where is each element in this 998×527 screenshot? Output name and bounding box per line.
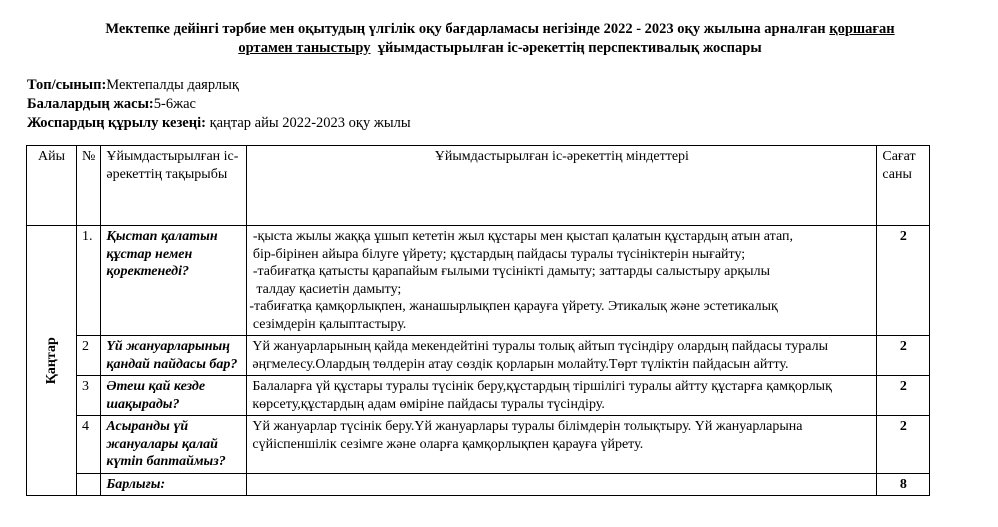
meta-group xyxy=(27,76,411,95)
row-hours: 2 xyxy=(877,376,930,416)
meta-period xyxy=(27,114,411,133)
meta-period-label: Жоспардың құрылу кезеңі: xyxy=(27,115,206,131)
meta-group-value: Мектепалды даярлық xyxy=(106,77,239,93)
task-line: бір-бірінен айыра білуге үйрету; құстардың пайдасы туралы түсініктерін нығайту; xyxy=(249,246,746,262)
title-line1: Мектепке дейінгі тәрбие мен оқытудың үлгілік оқу бағдарламасы негізінде 2022 - 2023 оқу жылына арналған xyxy=(105,21,830,37)
row-number: 3 xyxy=(77,376,101,416)
plan-table xyxy=(26,145,930,496)
month-cell xyxy=(27,226,77,496)
table-row xyxy=(27,226,930,336)
total-number-empty xyxy=(77,473,101,496)
table-row xyxy=(27,376,930,416)
row-tasks: Үй жануарларының қайда мекендейтіні туралы толық айтып түсіндіру олардың пайдасы туралы әңгмелесу.Олардың төлдерін атау сөздік қорларын молайту.Төрт түліктін пайдасын айтту. xyxy=(247,336,877,376)
table-row xyxy=(27,416,930,474)
total-row xyxy=(27,473,930,496)
task-line: -табиғатқа қатысты қарапайым ғылыми түсінікті дамыту; заттарды салыстыру арқылы xyxy=(249,264,770,279)
task-line: сезімдерін қалыптастыру. xyxy=(249,316,407,332)
row-number: 1. xyxy=(77,226,101,336)
table-row xyxy=(27,336,930,376)
row-hours: 2 xyxy=(877,226,930,336)
row-tasks: Үй жануарлар түсінік беру.Үй жануарлары туралы білімдерін толықтыру. Үй жануарларына сүйіспеншілік сезімге және оларға қамқорлықпен қарауға үйрету. xyxy=(247,416,877,474)
header-number: № xyxy=(77,146,101,226)
row-number: 4 xyxy=(77,416,101,474)
header-topic: Ұйымдастырылған іс-әрекеттің тақырыбы xyxy=(101,146,247,226)
row-number: 2 xyxy=(77,336,101,376)
month-label: Қаңтар xyxy=(43,336,59,385)
meta-age-value: 5-6жас xyxy=(153,96,196,112)
total-label: Барлығы: xyxy=(101,473,247,496)
title-subject-part2: ортамен таныстыру xyxy=(238,40,371,56)
task-line: -қыста жылы жаққа ұшып кететін жыл құстары мен қыстап қалатын құстардың атын атап, xyxy=(249,229,793,244)
meta-period-value: қаңтар айы 2022-2023 оқу жылы xyxy=(205,115,411,131)
meta-group-label: Топ/сынып: xyxy=(27,77,107,93)
row-tasks xyxy=(247,226,877,336)
row-tasks: Балаларға үй құстары туралы түсінік беру,құстардың тіршілігі туралы айтту құстарға қамқорлық көрсету,құстардың адам өміріне пайдасы туралы түсіндіру. xyxy=(247,376,877,416)
task-line: -табиғатқа қамқорлықпен, жанашырлықпен қарауға үйрету. Этикалық және эстетикалық xyxy=(249,299,778,314)
title-line2: ұйымдастырылған іс-әрекеттің перспективалық жоспары xyxy=(370,40,762,56)
row-topic: Әтеш қай кезде шақырады? xyxy=(101,376,247,416)
meta-age xyxy=(27,95,411,114)
title-subject-part1: қоршаған xyxy=(829,21,895,37)
document-meta xyxy=(27,76,411,133)
header-hours: Сағат саны xyxy=(877,146,930,226)
header-tasks: Ұйымдастырылған іс-әрекеттің міндеттері xyxy=(247,146,877,226)
row-topic: Қыстап қалатын құстар немен қоректенеді? xyxy=(101,226,247,336)
document-title xyxy=(40,20,960,58)
meta-age-label: Балалардың жасы: xyxy=(27,96,154,112)
row-hours: 2 xyxy=(877,336,930,376)
table-header-row xyxy=(27,146,930,226)
total-hours: 8 xyxy=(877,473,930,496)
task-line: талдау қасиетін дамыту; xyxy=(249,281,402,297)
total-tasks-empty xyxy=(247,473,877,496)
header-month: Айы xyxy=(27,146,77,226)
row-topic: Үй жануарларының қандай пайдасы бар? xyxy=(101,336,247,376)
row-topic: Асыранды үй жануалары қалай күтіп баптаймыз? xyxy=(101,416,247,474)
row-hours: 2 xyxy=(877,416,930,474)
